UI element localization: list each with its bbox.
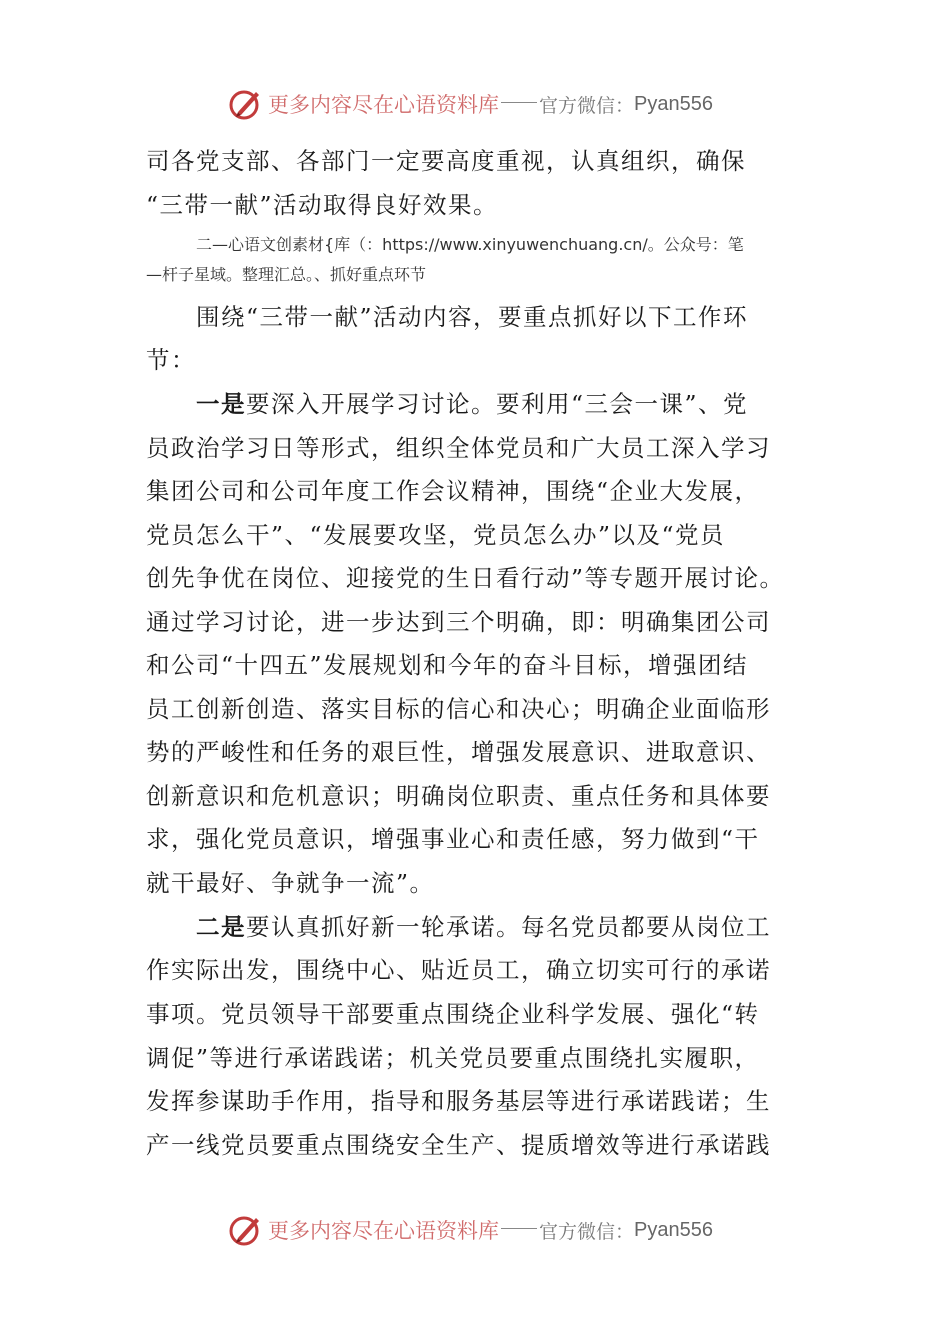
text-line: “三带一献”活动取得良好效果。 xyxy=(146,191,499,219)
text-line: 势的严峻性和任务的艰巨性，增强发展意识、进取意识、 xyxy=(146,738,771,766)
brand-name: 更多内容尽在心语资料库 xyxy=(268,1219,499,1243)
text-line: 集团公司和公司年度工作会议精神，围绕“企业大发展， xyxy=(146,477,760,505)
official-wechat-label: 官方微信： xyxy=(539,1220,635,1243)
text-line: 节： xyxy=(146,346,196,374)
paragraph-text: 要深入开展学习讨论。要利用“三会一课”、党 xyxy=(246,390,749,418)
paragraph-text: 要认真抓好新一轮承诺。每名党员都要从岗位工 xyxy=(246,913,771,941)
paragraph-first-line xyxy=(196,912,771,942)
text-line: 围绕“三带一献”活动内容，要重点抓好以下工作环 xyxy=(196,303,749,331)
text-line: 和公司“十四五”发展规划和今年的奋斗目标，增强团结 xyxy=(146,651,749,679)
text-line: 就干最好、争就争一流”。 xyxy=(146,869,435,897)
pen-logo-icon xyxy=(228,1212,264,1248)
header-watermark-banner xyxy=(228,84,748,124)
paragraph-lead: 二是 xyxy=(196,913,246,941)
text-line: 通过学习讨论，进一步达到三个明确，即：明确集团公司 xyxy=(146,608,771,636)
source-note-line: 二—心语文创素材{库（：https://www.xinyuwenchuang.cn/。公众号：笔 xyxy=(196,235,744,254)
wechat-id: Pyan556 xyxy=(634,1218,713,1241)
banner-dash xyxy=(501,102,537,103)
text-line: 求，强化党员意识，增强事业心和责任感，努力做到“干 xyxy=(146,825,760,853)
text-line: 员政治学习日等形式，组织全体党员和广大员工深入学习 xyxy=(146,434,771,462)
official-wechat-label: 官方微信： xyxy=(539,94,635,117)
text-line: 作实际出发，围绕中心、贴近员工，确立切实可行的承诺 xyxy=(146,956,771,984)
pen-logo-icon xyxy=(228,86,264,122)
text-line: 调促”等进行承诺践诺；机关党员要重点围绕扎实履职， xyxy=(146,1044,760,1072)
footer-watermark-banner xyxy=(228,1210,748,1250)
text-line: 党员怎么干”、“发展要攻坚，党员怎么办”以及“党员 xyxy=(146,521,726,549)
brand-name: 更多内容尽在心语资料库 xyxy=(268,93,499,117)
text-line: 员工创新创造、落实目标的信心和决心；明确企业面临形 xyxy=(146,695,771,723)
paragraph-first-line xyxy=(196,389,748,419)
text-line: 事项。党员领导干部要重点围绕企业科学发展、强化“转 xyxy=(146,1000,760,1028)
paragraph-lead: 一是 xyxy=(196,390,246,418)
text-line: 发挥参谋助手作用，指导和服务基层等进行承诺践诺；生 xyxy=(146,1087,771,1115)
source-note-line: —杆子星域。整理汇总。、抓好重点环节 xyxy=(146,265,427,284)
text-line: 创新意识和危机意识；明确岗位职责、重点任务和具体要 xyxy=(146,782,771,810)
text-line: 产一线党员要重点围绕安全生产、提质增效等进行承诺践 xyxy=(146,1131,771,1159)
text-line: 创先争优在岗位、迎接党的生日看行动”等专题开展讨论。 xyxy=(146,564,785,592)
banner-dash xyxy=(501,1228,537,1229)
text-line: 司各党支部、各部门一定要高度重视，认真组织，确保 xyxy=(146,147,746,175)
wechat-id: Pyan556 xyxy=(634,92,713,115)
